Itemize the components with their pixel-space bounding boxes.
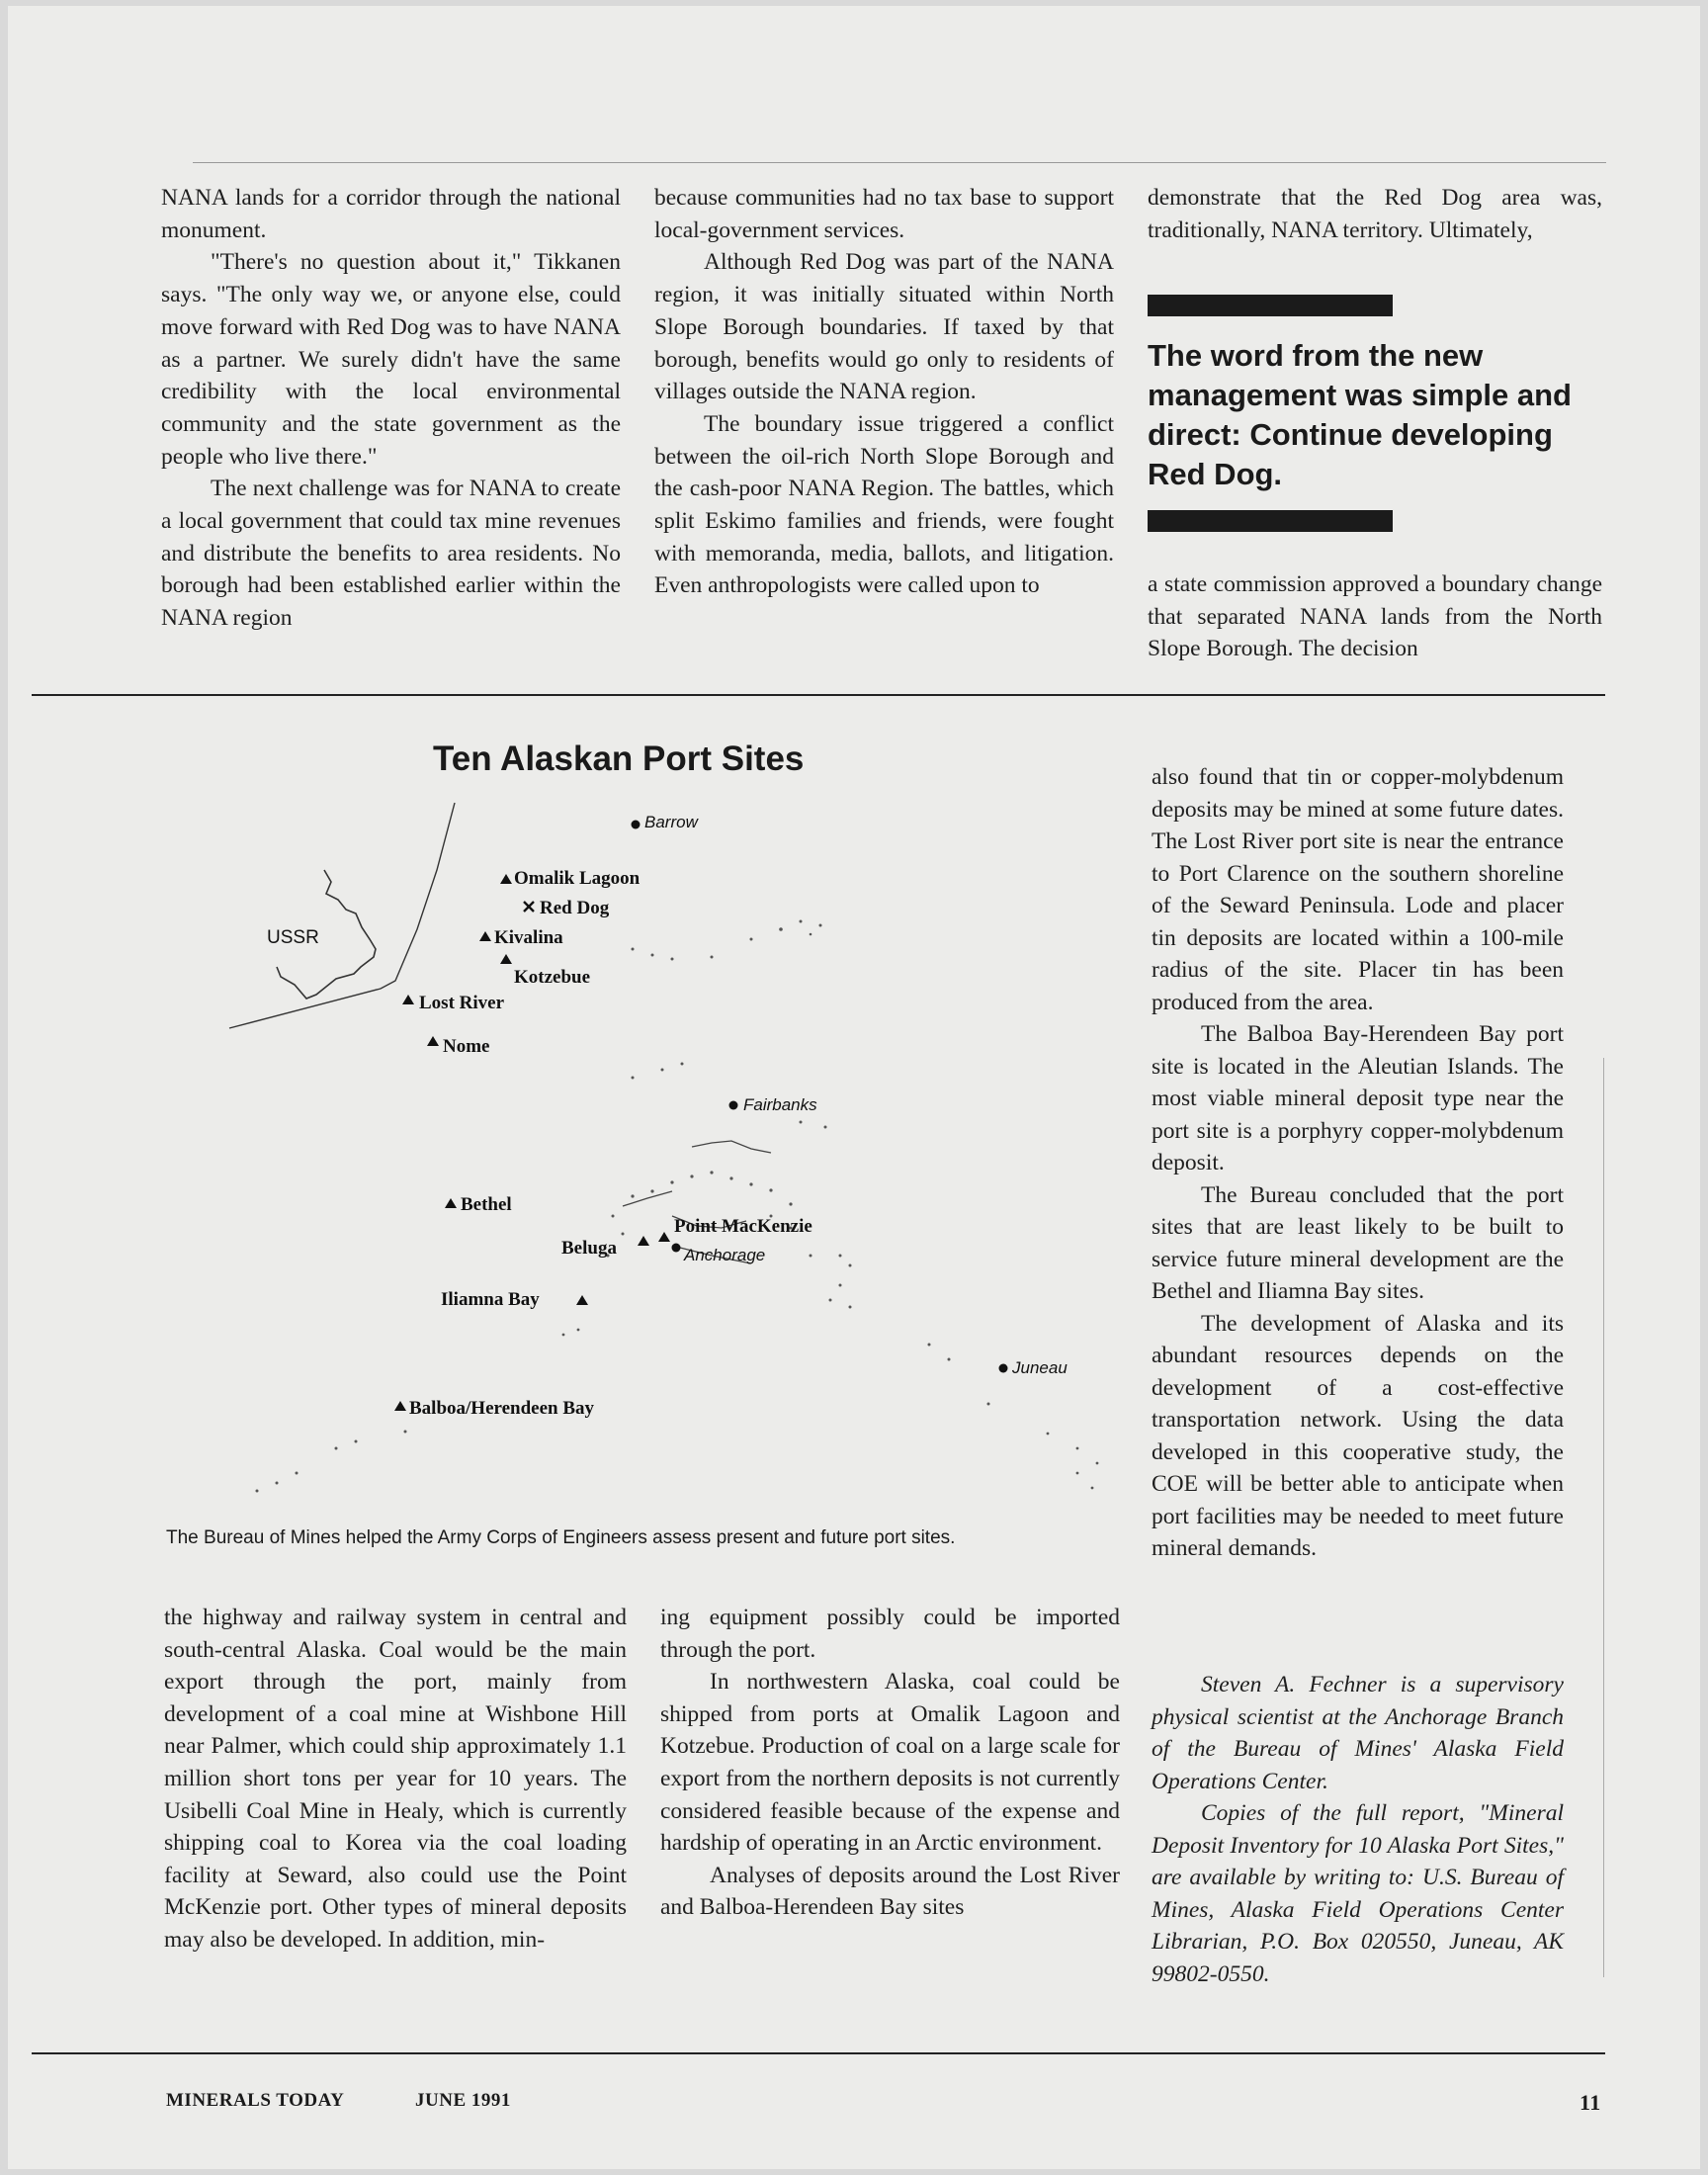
paragraph: Analyses of deposits around the Lost River and Balboa-Herendeen Bay sites (660, 1862, 1120, 1921)
city-marker-fairbanks (729, 1101, 738, 1110)
port-label-lost-river: Lost River (419, 993, 505, 1013)
article-column-bottom-1 (164, 1602, 627, 1957)
article-column-2 (654, 182, 1114, 602)
right-margin-line (1603, 1058, 1604, 1977)
port-marker-bethel (445, 1198, 457, 1208)
port-marker-iliamna-bay (576, 1295, 588, 1305)
mine-label-red-dog: Red Dog (540, 898, 610, 918)
country-label-ussr: USSR (267, 927, 319, 948)
footer-magazine-name: MINERALS TODAY (166, 2090, 345, 2111)
paragraph: because communities had no tax base to support local-government services. (654, 185, 1114, 243)
port-label-omalik-lagoon: Omalik Lagoon (514, 868, 640, 889)
paragraph: also found that tin or copper-molybdenum deposits may be mined at some future dates. The Lost River port site is near the entrance to Port Clarence on the southern shoreline of the Seward Peninsula. Lode and placer tin deposits are located within a 100-mile radius of the site. Placer tin has been produced from the area. (1152, 764, 1564, 1015)
city-marker-anchorage (672, 1244, 681, 1253)
city-label-barrow: Barrow (644, 813, 698, 831)
top-rule (193, 162, 1606, 163)
paragraph: The Bureau concluded that the port sites that are least likely to be built to service future mineral development are the Bethel and Iliamna Bay sites. (1152, 1181, 1564, 1304)
port-label-nome: Nome (443, 1036, 490, 1057)
city-marker-juneau (999, 1364, 1008, 1373)
paragraph: a state commission approved a boundary change that separated NANA lands from the North Slope Borough. The decision (1148, 571, 1602, 662)
port-label-point-mackenzie: Point MacKenzie (674, 1216, 812, 1237)
paragraph: demonstrate that the Red Dog area was, traditionally, NANA territory. Ultimately, (1148, 185, 1602, 243)
city-label-anchorage: Anchorage (684, 1246, 766, 1264)
article-column-1 (161, 182, 621, 635)
paragraph: ing equipment possibly could be imported through the port. (660, 1605, 1120, 1663)
article-column-3-top (1148, 182, 1602, 246)
port-marker-kotzebue (500, 954, 512, 964)
footer-page-number: 11 (1580, 2090, 1601, 2115)
paragraph: NANA lands for a corridor through the national monument. (161, 185, 621, 243)
paragraph: The boundary issue triggered a conflict between the oil-rich North Slope Borough and the cash-poor NANA Region. The battles, which split Eskimo families and friends, were fought with memoranda, media, ballots, and litigation. Even anthropologists were called upon to (654, 410, 1114, 599)
footer-date: JUNE 1991 (415, 2090, 511, 2111)
port-label-beluga: Beluga (561, 1238, 617, 1259)
article-column-right (1152, 761, 1564, 1565)
article-column-bottom-2 (660, 1602, 1120, 1924)
pull-quote-bar-bottom (1148, 510, 1393, 532)
paragraph: Although Red Dog was part of the NANA region, it was initially situated within North Slope Borough boundaries. If taxed by that borough, benefits would go only to residents of villages outside the NANA region. (654, 249, 1114, 405)
city-label-juneau: Juneau (1012, 1358, 1068, 1377)
coastline-specks (256, 920, 1099, 1493)
article-column-3-bottom (1148, 568, 1602, 665)
port-marker-point-mackenzie (658, 1232, 670, 1242)
port-label-bethel: Bethel (461, 1194, 512, 1215)
port-label-balboa-herendeen-bay: Balboa/Herendeen Bay (409, 1398, 595, 1419)
port-marker-beluga (638, 1236, 649, 1246)
pull-quote (1148, 295, 1602, 532)
author-bio: Steven A. Fechner is a supervisory physical scientist at the Anchorage Branch of the Bureau of Mines' Alaska Field Operations Center. (1152, 1672, 1564, 1794)
paragraph: The next challenge was for NANA to create a local government that could tax mine revenues and distribute the benefits to area residents. No borough had been established earlier within the NANA region (161, 476, 621, 632)
map-graphic (158, 791, 1156, 1522)
paragraph: In northwestern Alaska, coal could be shipped from ports at Omalik Lagoon and Kotzebue. Production of coal on a large scale for export from the northern deposits is not currently considered feasible because of the expense and hardship of operating in an Arctic environment. (660, 1669, 1120, 1857)
paragraph: The development of Alaska and its abundant resources depends on the development of a cost-effective transportation network. Using the data developed in this cooperative study, the COE will be better able to anticipate when port facilities may be needed to meet future mineral demands. (1152, 1310, 1564, 1561)
alaska-port-map (158, 791, 1156, 1522)
section-divider (32, 694, 1605, 696)
port-label-kotzebue: Kotzebue (514, 967, 591, 988)
paragraph: "There's no question about it," Tikkanen says. "The only way we, or anyone else, could move forward with Red Dog was to have NANA as a partner. We surely didn't have the same credibility with the local environmental community and the state government as the people who live there." (161, 249, 621, 470)
port-markers (394, 874, 670, 1411)
city-marker-barrow (632, 821, 640, 829)
port-label-iliamna-bay: Iliamna Bay (441, 1289, 540, 1310)
paragraph: the highway and railway system in central and south-central Alaska. Coal would be the main export through the port, mainly from development of a coal mine at Wishbone Hill near Palmer, which could ship approximately 1.1 million short tons per year for 10 years. The Usibelli Coal Mine in Healy, which is currently shipping coal to Korea via the coal loading facility at Seward, also could use the Point McKenzie port. Other types of mineral deposits may also be developed. In addition, min- (164, 1605, 627, 1953)
port-label-kivalina: Kivalina (494, 927, 563, 948)
port-marker-omalik-lagoon (500, 874, 512, 884)
footer-rule (32, 2052, 1605, 2054)
city-markers (632, 821, 1008, 1373)
port-marker-lost-river (402, 995, 414, 1004)
report-info: Copies of the full report, "Mineral Deposit Inventory for 10 Alaska Port Sites," are available by writing to: U.S. Bureau of Mines, Alaska Field Operations Center Librarian, P.O. Box 020550, Juneau, AK 99802-0550. (1152, 1800, 1564, 1987)
mine-marker-red-dog (524, 902, 534, 912)
port-marker-kivalina (479, 931, 491, 941)
map-title: Ten Alaskan Port Sites (433, 740, 805, 778)
map-caption: The Bureau of Mines helped the Army Corps of Engineers assess present and future port sites. (166, 1527, 956, 1548)
author-note (1152, 1669, 1564, 1990)
port-marker-nome (427, 1036, 439, 1046)
pull-quote-bar-top (1148, 295, 1393, 316)
pull-quote-text: The word from the new management was simple and direct: Continue developing Red Dog. (1148, 338, 1572, 491)
city-label-fairbanks: Fairbanks (743, 1095, 817, 1114)
port-marker-balboa-herendeen-bay (394, 1401, 406, 1411)
paragraph: The Balboa Bay-Herendeen Bay port site is located in the Aleutian Islands. The most viable mineral deposit type near the port site is a porphyry copper-molybdenum deposit. (1152, 1021, 1564, 1175)
